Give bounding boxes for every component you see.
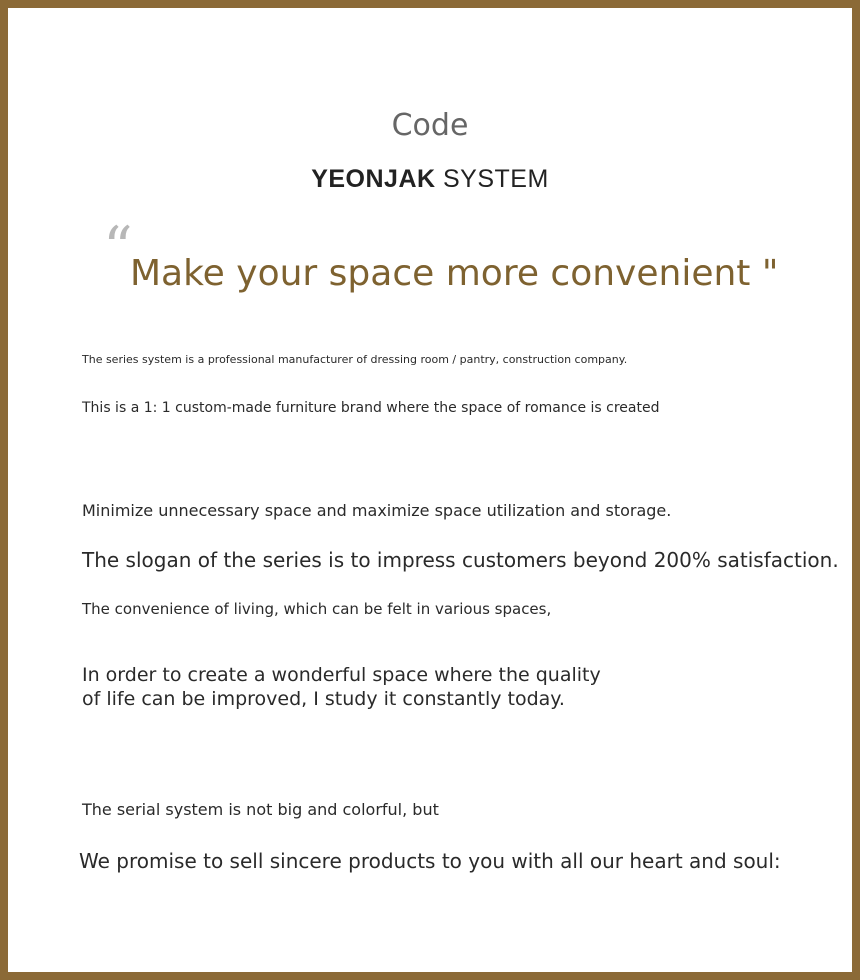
quote-mark-icon: “ xyxy=(103,214,133,282)
paragraph-brand: This is a 1: 1 custom-made furniture brand where the space of romance is created xyxy=(82,400,660,416)
paragraph-promise: We promise to sell sincere products to you with all our heart and soul: xyxy=(79,849,781,873)
paragraph-space: Minimize unnecessary space and maximize space utilization and storage. xyxy=(82,501,672,520)
paragraph-convenience: The convenience of living, which can be felt in various spaces, xyxy=(82,600,552,618)
brand-name-bold: YEONJAK xyxy=(311,165,436,193)
slogan-text: Make your space more convenient " xyxy=(130,253,779,294)
paragraph-satisfaction: The slogan of the series is to impress customers beyond 200% satisfaction. xyxy=(82,548,839,572)
brand-logo xyxy=(8,164,852,194)
paragraph-intro: The series system is a professional manufacturer of dressing room / pantry, construction company. xyxy=(82,353,628,366)
paragraph-serial: The serial system is not big and colorful, but xyxy=(82,800,439,819)
page-heading: Code xyxy=(391,108,469,143)
brand-name-light: SYSTEM xyxy=(435,165,549,193)
paragraph-quality-line-2: of life can be improved, I study it constantly today. xyxy=(82,688,565,710)
paragraph-quality-line-1: In order to create a wonderful space where the quality xyxy=(82,664,601,686)
